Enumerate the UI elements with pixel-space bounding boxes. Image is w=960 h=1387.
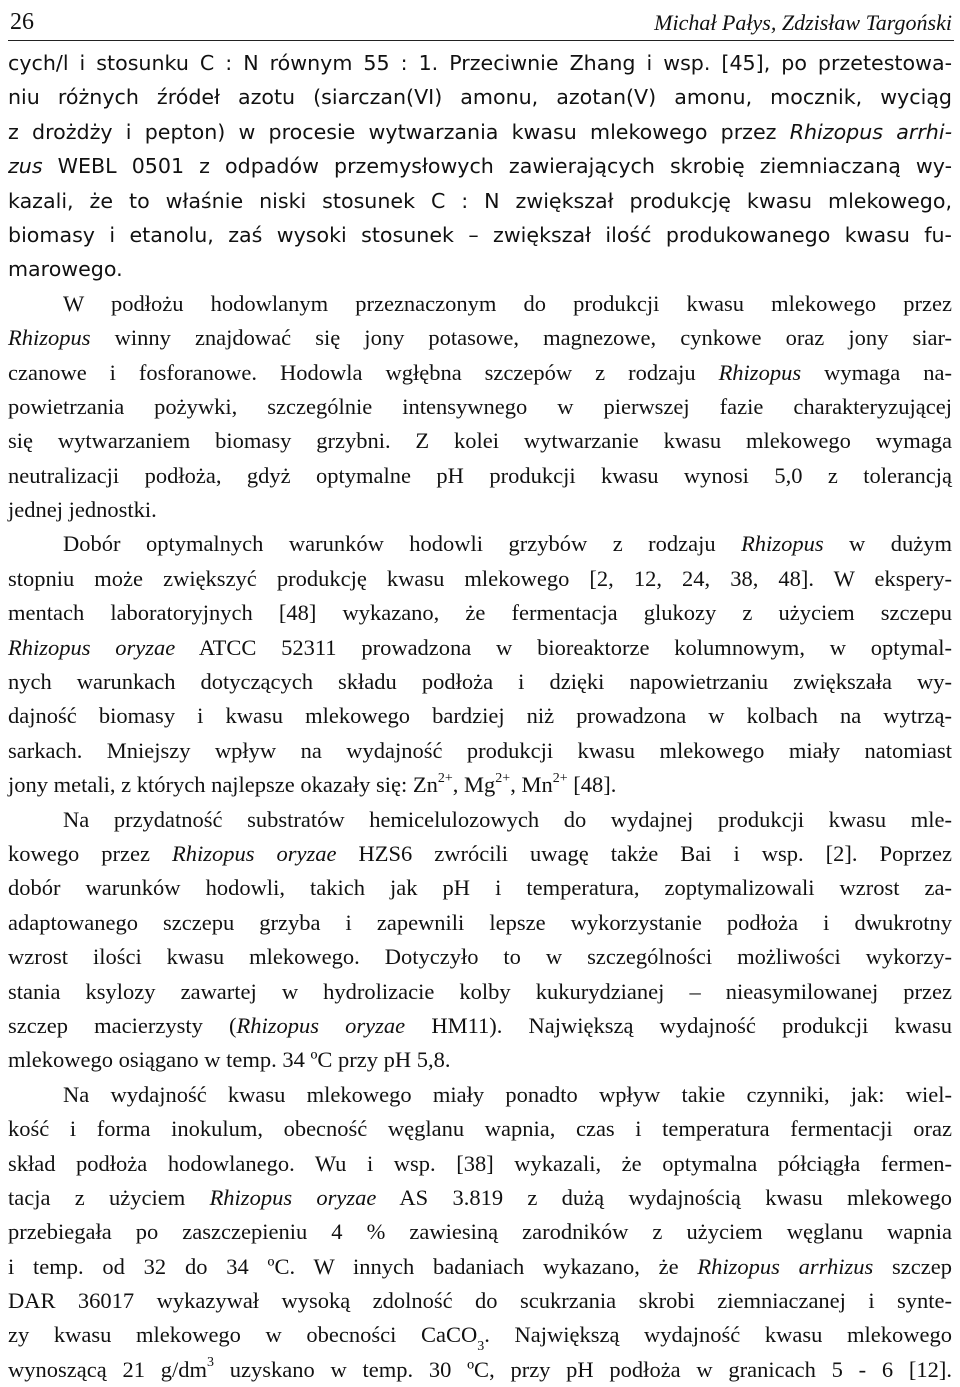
text-line: Rhizopus winny znajdować się jony potasowe, magnezowe, cynkowe oraz jony siar- <box>8 325 952 351</box>
page-number: 26 <box>10 9 34 35</box>
running-head-authors: Michał Pałys, Zdzisław Targoński <box>654 10 952 35</box>
text-line: mentach laboratoryjnych [48] wykazano, że fermentacja glukozy z użyciem szczepu <box>8 600 952 626</box>
text-line: dajność biomasy i kwasu mlekowego bardziej niż prowadzona w kolbach na wytrzą- <box>8 703 952 729</box>
text-line: kazali, że to właśnie niski stosunek C : N zwiększał produkcję kwasu mlekowego, <box>8 188 952 213</box>
body-text <box>8 46 952 1387</box>
text-line: Dobór optymalnych warunków hodowli grzybów z rodzaju Rhizopus w dużym <box>63 531 952 557</box>
text-line: biomasy i etanolu, zaś wysoki stosunek – zwiększał ilość produkowanego kwasu fu- <box>8 222 952 247</box>
text-line: wynoszącą 21 $g/dm^3$ uzyskano w temp. 30 ºC, przy pH podłoża w granicach 5 - 6 [12]. <box>8 1355 952 1382</box>
text-line: neutralizacji podłoża, gdyż optymalne pH produkcji kwasu wynosi 5,0 z tolerancją <box>8 462 952 488</box>
page-header <box>10 2 952 36</box>
text-line: skład podłoża hodowlanego. Wu i wsp. [38] wykazali, że optymalna półciągła fermen- <box>8 1150 952 1176</box>
header-rule <box>8 40 954 41</box>
text-line: kowego przez Rhizopus oryzae HZS6 zwrócili uwagę także Bai i wsp. [2]. Poprzez <box>8 840 952 866</box>
text-line: kość i forma inokulum, obecność węglanu wapnia, czas i temperatura fermentacji oraz <box>8 1116 952 1142</box>
text-line: jony metali, z których najlepsze okazały się: $Zn^{2+}$, $Mg^{2+}$, $Mn^{2+}$ [48]. <box>8 770 617 798</box>
text-line: przebiegała po zaszczepieniu 4 % zawiesiną zarodników z użyciem węglanu wapnia <box>8 1219 952 1245</box>
text-line: adaptowanego szczepu grzyba i zapewnili lepsze wykorzystanie podłoża i dwukrotny <box>8 909 952 935</box>
text-line: sarkach. Mniejszy wpływ na wydajność produkcji kwasu mlekowego miały natomiast <box>8 737 952 763</box>
text-line: stopniu może zwiększyć produkcję kwasu mlekowego [2, 12, 24, 38, 48]. W ekspery- <box>8 565 952 591</box>
text-line: dobór warunków hodowli, takich jak pH i temperatura, zoptymalizowali wzrost za- <box>8 875 952 901</box>
text-line: stania ksylozy zawartej w hydrolizacie kolby kukurydzianej – nieasymilowanej przez <box>8 978 952 1004</box>
text-line: tacja z użyciem Rhizopus oryzae AS 3.819 z dużą wydajnością kwasu mlekowego <box>8 1184 952 1210</box>
text-line: powietrzania pożywki, szczególnie intensywnego w pierwszej fazie charakteryzującej <box>8 393 952 419</box>
text-line: DAR 36017 wykazywał wysoką zdolność do scukrzania skrobi ziemniaczanej i synte- <box>8 1288 952 1314</box>
text-line: Na wydajność kwasu mlekowego miały ponadto wpływ takie czynniki, jak: wiel- <box>63 1081 952 1107</box>
text-line: W podłożu hodowlanym przeznaczonym do produkcji kwasu mlekowego przez <box>63 290 952 316</box>
text-line: szczep macierzysty (Rhizopus oryzae HM11). Największą wydajność produkcji kwasu <box>8 1012 952 1038</box>
text-line: marowego. <box>8 257 123 282</box>
text-line: i temp. od 32 do 34 ºC. W innych badaniach wykazano, że Rhizopus arrhizus szczep <box>8 1253 953 1279</box>
text-line: mlekowego osiągano w temp. 34 ºC przy pH 5,8. <box>8 1047 451 1073</box>
text-line: Na przydatność substratów hemicelulozowych do wydajnej produkcji kwasu mle- <box>63 806 952 832</box>
text-line: Rhizopus oryzae ATCC 52311 prowadzona w bioreaktorze kolumnowym, w optymal- <box>8 634 952 660</box>
text-line: czanowe i fosforanowe. Hodowla wgłębna szczepów z rodzaju Rhizopus wymaga na- <box>8 359 953 385</box>
text-line: zus WEBL 0501 z odpadów przemysłowych zawierających skrobię ziemniaczaną wy- <box>8 154 952 179</box>
text-line: niu różnych źródeł azotu (siarczan(VI) amonu, azotan(V) amonu, mocznik, wyciąg <box>8 85 952 110</box>
text-line: wzrost ilości kwasu mlekowego. Dotyczyło to w szczególności możliwości wykorzy- <box>8 944 952 970</box>
text-line: zy kwasu mlekowego w obecności CaCO$_3$. Największą wydajność kwasu mlekowego <box>8 1322 952 1354</box>
text-line: z drożdży i pepton) w procesie wytwarzania kwasu mlekowego przez Rhizopus arrhi- <box>8 119 952 144</box>
text-line: jednej jednostki. <box>8 497 157 523</box>
text-line: się wytwarzaniem biomasy grzybni. Z kolei wytwarzanie kwasu mlekowego wymaga <box>8 428 952 454</box>
text-line: nych warunkach dotyczących składu podłoża i dzięki napowietrzaniu zwiększała wy- <box>8 669 952 695</box>
text-line: cych/l i stosunku C : N równym 55 : 1. Przeciwnie Zhang i wsp. [45], po przetestowa- <box>8 51 952 75</box>
